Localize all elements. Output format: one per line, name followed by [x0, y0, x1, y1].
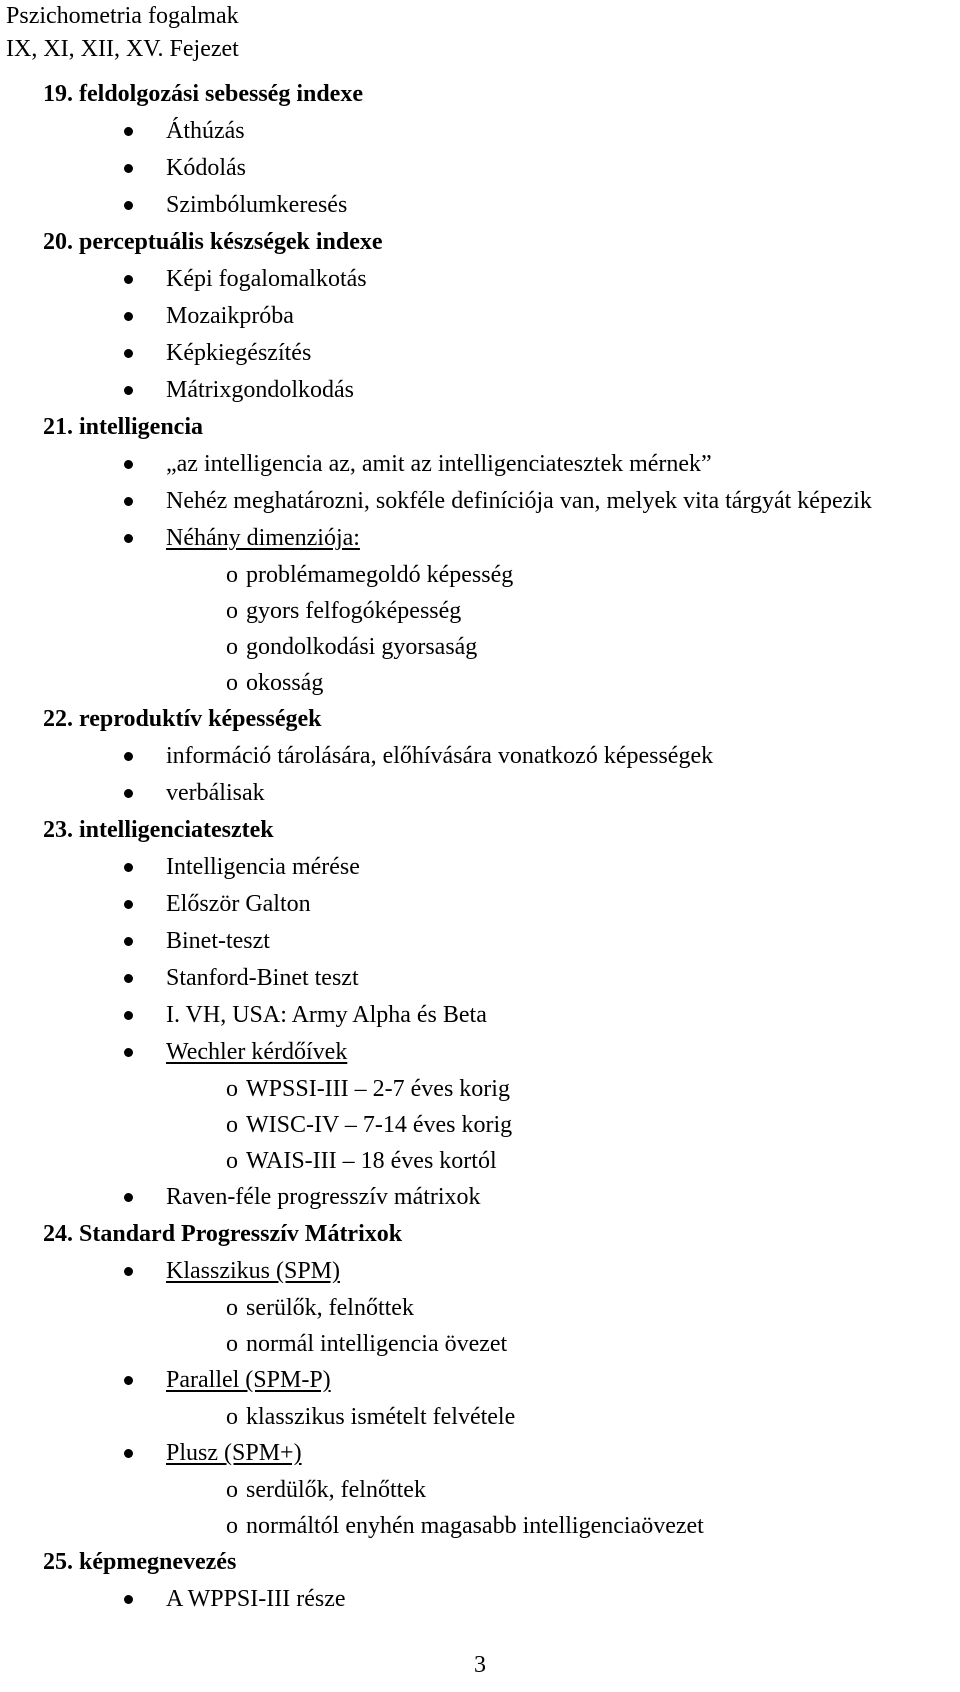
bullet-dot-icon — [124, 1595, 133, 1604]
sub-bullet-item — [0, 665, 960, 701]
bullet-text: Intelligencia mérése — [166, 854, 360, 880]
header-chapters: IX, XI, XII, XV. Fejezet — [6, 36, 239, 62]
bullet-item — [0, 261, 960, 298]
sub-bullet-item — [0, 1326, 960, 1362]
bullet-item — [0, 372, 960, 409]
bullet-item — [0, 1362, 960, 1399]
sub-bullet-marker: o — [226, 634, 238, 660]
bullet-item — [0, 1581, 960, 1618]
bullet-item — [0, 150, 960, 187]
bullet-dot-icon — [124, 752, 133, 761]
bullet-item — [0, 113, 960, 150]
section-heading: 25. képmegnevezés — [43, 1549, 237, 1575]
bullet-text: Képi fogalomalkotás — [166, 266, 367, 292]
sub-bullet-text: klasszikus ismételt felvétele — [246, 1404, 516, 1430]
section-heading: 24. Standard Progresszív Mátrixok — [43, 1221, 403, 1247]
bullet-item — [0, 775, 960, 812]
sub-bullet-item — [0, 1143, 960, 1179]
bullet-text: Wechler kérdőívek — [166, 1039, 348, 1065]
sub-bullet-item — [0, 557, 960, 593]
bullet-text: I. VH, USA: Army Alpha és Beta — [166, 1002, 487, 1028]
bullet-dot-icon — [124, 275, 133, 284]
page-header — [6, 0, 239, 66]
sub-bullet-item — [0, 629, 960, 665]
sub-bullet-text: okosság — [246, 670, 324, 696]
bullet-dot-icon — [124, 789, 133, 798]
sub-bullet-text: WAIS-III – 18 éves kortól — [246, 1148, 497, 1174]
bullet-item — [0, 1435, 960, 1472]
sub-bullet-marker: o — [226, 1295, 238, 1321]
bullet-dot-icon — [124, 1048, 133, 1057]
bullet-dot-icon — [124, 863, 133, 872]
bullet-item — [0, 849, 960, 886]
bullet-dot-icon — [124, 1011, 133, 1020]
sub-bullet-item — [0, 1472, 960, 1508]
header-title: Pszichometria fogalmak — [6, 3, 239, 29]
bullet-dot-icon — [124, 900, 133, 909]
page-number: 3 — [474, 1652, 486, 1678]
sub-bullet-text: gondolkodási gyorsaság — [246, 634, 478, 660]
bullet-dot-icon — [124, 1376, 133, 1385]
bullet-text: Mozaikpróba — [166, 303, 294, 329]
bullet-text: „az intelligencia az, amit az intelligenciatesztek mérnek” — [166, 451, 712, 477]
bullet-item — [0, 1253, 960, 1290]
bullet-dot-icon — [124, 974, 133, 983]
bullet-text: információ tárolására, előhívására vonatkozó képességek — [166, 743, 714, 769]
bullet-dot-icon — [124, 127, 133, 136]
section-heading: 19. feldolgozási sebesség indexe — [43, 81, 363, 107]
bullet-dot-icon — [124, 497, 133, 506]
outline-list — [0, 76, 960, 1618]
sub-bullet-marker: o — [226, 598, 238, 624]
section-heading: 22. reproduktív képességek — [43, 706, 322, 732]
sub-bullet-marker: o — [226, 1513, 238, 1539]
bullet-item — [0, 1034, 960, 1071]
bullet-dot-icon — [124, 937, 133, 946]
bullet-item — [0, 997, 960, 1034]
bullet-item — [0, 960, 960, 997]
sub-bullet-text: WISC-IV – 7-14 éves korig — [246, 1112, 513, 1138]
sub-bullet-text: WPSSI-III – 2-7 éves korig — [246, 1076, 510, 1102]
sub-bullet-marker: o — [226, 1331, 238, 1357]
sub-bullet-marker: o — [226, 562, 238, 588]
sub-bullet-marker: o — [226, 670, 238, 696]
bullet-item — [0, 483, 960, 520]
sub-bullet-item — [0, 1290, 960, 1326]
bullet-text: Mátrixgondolkodás — [166, 377, 354, 403]
sub-bullet-text: normáltól enyhén magasabb intelligenciaövezet — [246, 1513, 704, 1539]
bullet-dot-icon — [124, 386, 133, 395]
bullet-item — [0, 298, 960, 335]
bullet-text: Nehéz meghatározni, sokféle definíciója van, melyek vita tárgyát képezik — [166, 488, 872, 514]
bullet-dot-icon — [124, 1267, 133, 1276]
bullet-text: Kódolás — [166, 155, 246, 181]
bullet-item — [0, 886, 960, 923]
section-heading: 20. perceptuális készségek indexe — [43, 229, 383, 255]
bullet-item — [0, 335, 960, 372]
bullet-text: Stanford-Binet teszt — [166, 965, 359, 991]
bullet-dot-icon — [124, 534, 133, 543]
sub-bullet-marker: o — [226, 1404, 238, 1430]
bullet-text: A WPPSI-III része — [166, 1586, 346, 1612]
bullet-dot-icon — [124, 349, 133, 358]
sub-bullet-item — [0, 1071, 960, 1107]
bullet-text: Áthúzás — [166, 118, 245, 144]
bullet-text: Parallel (SPM-P) — [166, 1367, 331, 1393]
sub-bullet-item — [0, 1508, 960, 1544]
sub-bullet-text: serdülők, felnőttek — [246, 1477, 426, 1503]
bullet-dot-icon — [124, 460, 133, 469]
bullet-dot-icon — [124, 1193, 133, 1202]
bullet-text: Klasszikus (SPM) — [166, 1258, 341, 1284]
bullet-item — [0, 520, 960, 557]
bullet-text: Raven-féle progresszív mátrixok — [166, 1184, 481, 1210]
bullet-text: Néhány dimenziója: — [166, 525, 360, 551]
bullet-text: Először Galton — [166, 891, 311, 917]
bullet-dot-icon — [124, 1449, 133, 1458]
bullet-text: Binet-teszt — [166, 928, 270, 954]
sub-bullet-text: serülők, felnőttek — [246, 1295, 414, 1321]
bullet-text: verbálisak — [166, 780, 265, 806]
sub-bullet-marker: o — [226, 1112, 238, 1138]
sub-bullet-marker: o — [226, 1477, 238, 1503]
bullet-text: Szimbólumkeresés — [166, 192, 348, 218]
sub-bullet-item — [0, 593, 960, 629]
sub-bullet-marker: o — [226, 1148, 238, 1174]
bullet-text: Plusz (SPM+) — [166, 1440, 302, 1466]
sub-bullet-text: normál intelligencia övezet — [246, 1331, 508, 1357]
bullet-text: Képkiegészítés — [166, 340, 312, 366]
bullet-item — [0, 923, 960, 960]
section-heading: 21. intelligencia — [43, 414, 203, 440]
bullet-dot-icon — [124, 164, 133, 173]
sub-bullet-item — [0, 1399, 960, 1435]
bullet-dot-icon — [124, 312, 133, 321]
bullet-item — [0, 738, 960, 775]
sub-bullet-text: problémamegoldó képesség — [246, 562, 514, 588]
sub-bullet-item — [0, 1107, 960, 1143]
bullet-item — [0, 187, 960, 224]
bullet-dot-icon — [124, 201, 133, 210]
bullet-item — [0, 1179, 960, 1216]
bullet-item — [0, 446, 960, 483]
sub-bullet-text: gyors felfogóképesség — [246, 598, 462, 624]
sub-bullet-marker: o — [226, 1076, 238, 1102]
section-heading: 23. intelligenciatesztek — [43, 817, 274, 843]
